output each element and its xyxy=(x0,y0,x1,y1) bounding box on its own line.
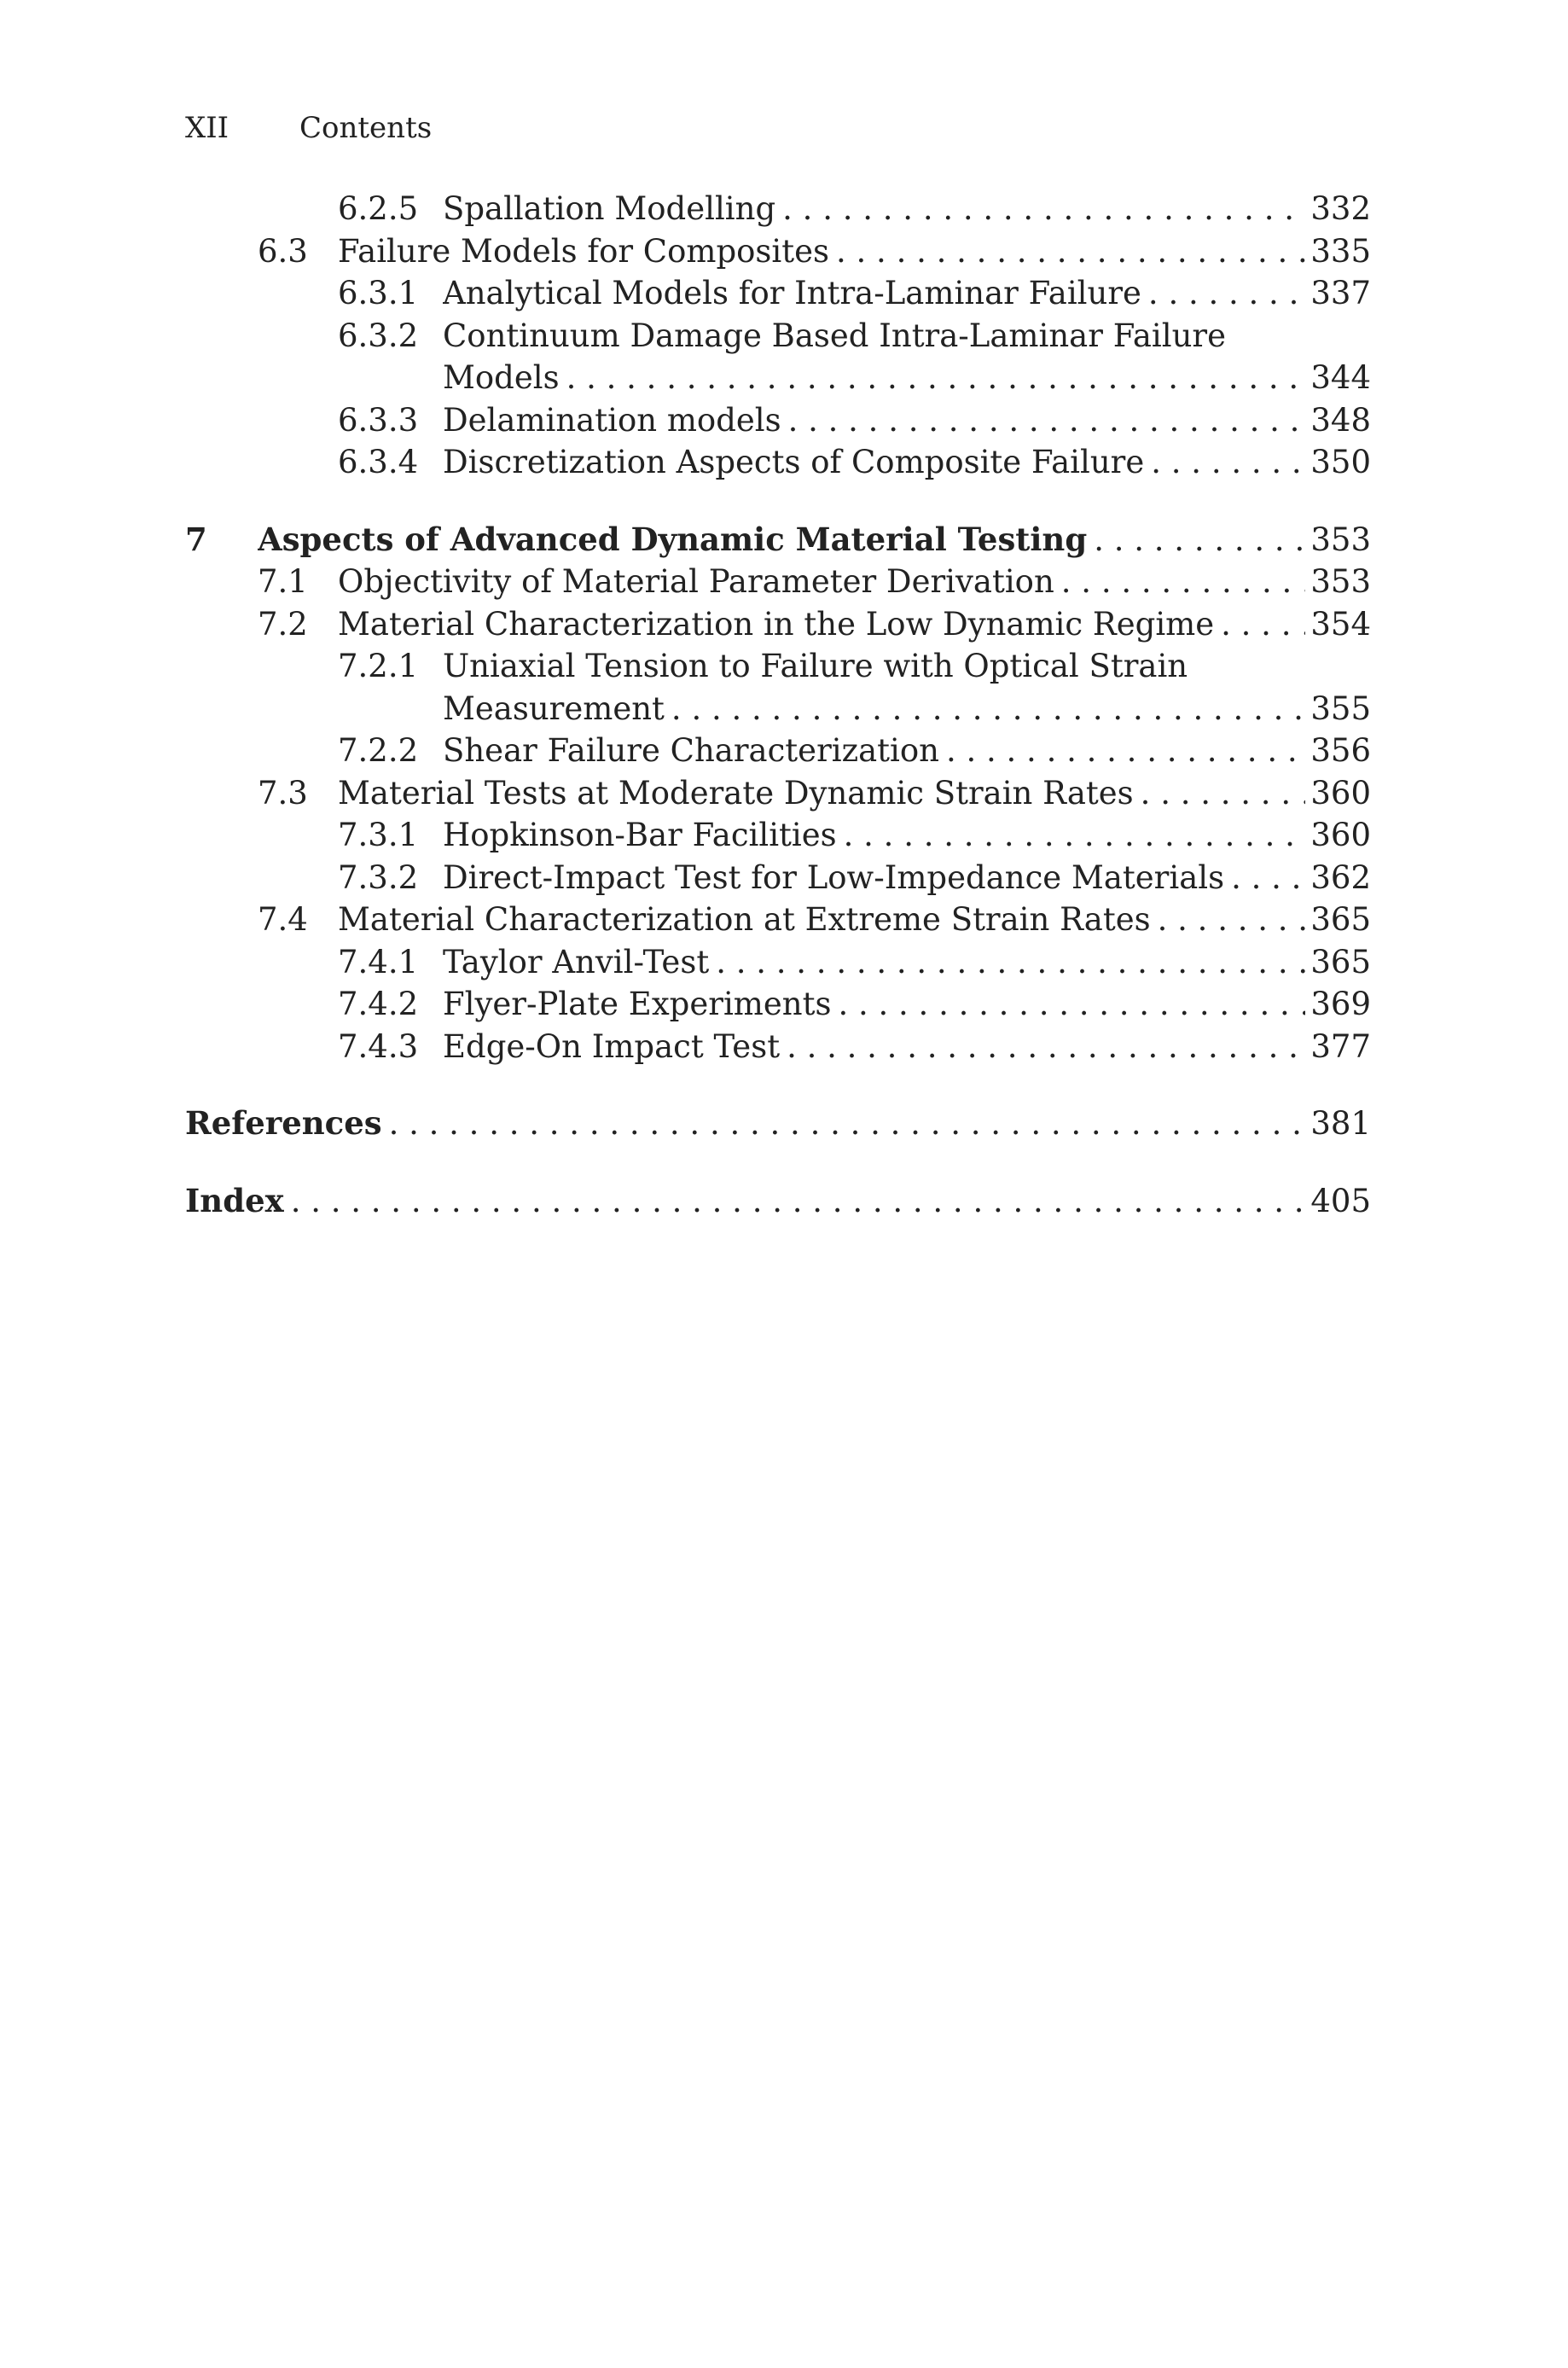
toc-entry-page: 354 xyxy=(1310,605,1371,643)
toc-leader-dots xyxy=(566,357,1306,399)
toc-entry-number: 7.4.3 xyxy=(338,1027,419,1065)
toc-entry-number: 7.3 xyxy=(258,774,308,812)
toc-leader-dots xyxy=(291,1180,1306,1223)
toc-entry-page: 365 xyxy=(1310,943,1371,980)
running-title: Contents xyxy=(299,111,433,145)
toc-entry-title-line1: Uniaxial Tension to Failure with Optical Strain xyxy=(443,648,1188,684)
toc-leader-dots xyxy=(1151,441,1305,484)
table-of-contents xyxy=(185,188,1371,1222)
toc-entry-number: 7.4.1 xyxy=(338,943,419,980)
toc-entry-references[interactable] xyxy=(185,1103,1371,1145)
toc-entry-7-2-2[interactable] xyxy=(185,730,1371,772)
toc-entry-page: 369 xyxy=(1310,986,1371,1022)
toc-entry-page: 360 xyxy=(1310,774,1371,812)
toc-entry-page: 353 xyxy=(1310,521,1371,558)
toc-entry-title: Material Characterization at Extreme Strain Rates xyxy=(338,901,1151,938)
toc-entry-title: Material Tests at Moderate Dynamic Strain Rates xyxy=(338,774,1134,812)
toc-entry-page: 377 xyxy=(1310,1027,1371,1065)
toc-chapter-title: Aspects of Advanced Dynamic Material Testing xyxy=(258,520,1088,558)
toc-entry-title: Flyer-Plate Experiments xyxy=(443,986,832,1022)
toc-entry-page: 365 xyxy=(1310,901,1371,938)
toc-entry-6-3-2-continued[interactable] xyxy=(185,357,1371,399)
toc-entry-6-3-2[interactable] xyxy=(185,315,1371,358)
toc-entry-title: Material Characterization in the Low Dynamic Regime xyxy=(338,605,1215,643)
toc-entry-title: Edge-On Impact Test xyxy=(443,1027,781,1065)
toc-entry-7-4-1[interactable] xyxy=(185,941,1371,984)
toc-entry-title-line1: Continuum Damage Based Intra-Laminar Failure xyxy=(443,317,1226,354)
toc-entry-page: 356 xyxy=(1310,732,1371,769)
running-header xyxy=(185,109,432,147)
toc-entry-number: 7.2.2 xyxy=(338,732,419,769)
toc-entry-6-3[interactable] xyxy=(185,230,1371,273)
toc-entry-title: Shear Failure Characterization xyxy=(443,732,939,769)
toc-entry-number: 6.3 xyxy=(258,232,308,270)
toc-entry-title: Analytical Models for Intra-Laminar Failure xyxy=(443,275,1141,311)
toc-chapter-number: 7 xyxy=(185,520,207,558)
toc-entry-7-4-2[interactable] xyxy=(185,983,1371,1026)
toc-entry-number: 7.2.1 xyxy=(338,648,419,684)
toc-entry-6-2-5[interactable] xyxy=(185,188,1371,230)
toc-entry-title: Direct-Impact Test for Low-Impedance Materials xyxy=(443,858,1225,896)
toc-entry-title: Spallation Modelling xyxy=(443,190,776,227)
toc-leader-dots xyxy=(838,983,1305,1026)
toc-entry-7-2-1-continued[interactable] xyxy=(185,688,1371,730)
toc-leader-dots xyxy=(671,688,1305,730)
toc-leader-dots xyxy=(787,1026,1305,1068)
toc-entry-number: 6.3.4 xyxy=(338,444,419,480)
toc-entry-7-3-2[interactable] xyxy=(185,857,1371,899)
toc-entry-number: 6.3.2 xyxy=(338,317,419,354)
toc-entry-title-line2: Measurement xyxy=(443,689,665,727)
toc-entry-6-3-4[interactable] xyxy=(185,441,1371,484)
toc-leader-dots xyxy=(1231,857,1305,899)
toc-entry-number: 7.2 xyxy=(258,605,308,643)
toc-entry-page: 353 xyxy=(1310,563,1371,600)
toc-leader-dots xyxy=(389,1103,1306,1145)
toc-entry-page: 348 xyxy=(1310,401,1371,439)
toc-entry-page: 381 xyxy=(1310,1105,1371,1142)
toc-leader-dots xyxy=(1061,561,1306,603)
toc-entry-title: Objectivity of Material Parameter Derivation xyxy=(338,563,1054,600)
toc-entry-7-4-3[interactable] xyxy=(185,1026,1371,1068)
toc-entry-number: 6.3.3 xyxy=(338,401,419,439)
toc-entry-page: 355 xyxy=(1310,689,1371,727)
toc-entry-title: Discretization Aspects of Composite Failure xyxy=(443,444,1145,480)
toc-leader-dots xyxy=(1094,519,1305,561)
toc-entry-number: 6.2.5 xyxy=(338,190,419,227)
toc-entry-page: 350 xyxy=(1310,444,1371,480)
toc-leader-dots xyxy=(782,188,1305,230)
toc-leader-dots xyxy=(716,941,1305,984)
toc-entry-number: 7.3.2 xyxy=(338,858,419,896)
toc-entry-title: Failure Models for Composites xyxy=(338,232,830,270)
toc-entry-number: 7.4.2 xyxy=(338,986,419,1022)
toc-entry-page: 337 xyxy=(1310,275,1371,311)
toc-leader-dots xyxy=(946,730,1305,772)
toc-entry-title-line2: Models xyxy=(443,359,560,396)
toc-entry-page: 335 xyxy=(1310,232,1371,270)
toc-entry-title: Index xyxy=(185,1181,284,1219)
toc-entry-6-3-3[interactable] xyxy=(185,399,1371,442)
toc-entry-number: 6.3.1 xyxy=(338,275,419,311)
toc-entry-7-4[interactable] xyxy=(185,899,1371,941)
toc-entry-page: 332 xyxy=(1310,190,1371,227)
toc-chapter-7[interactable] xyxy=(185,519,1371,561)
toc-entry-page: 360 xyxy=(1310,817,1371,853)
toc-entry-6-3-1[interactable] xyxy=(185,272,1371,315)
toc-entry-7-3-1[interactable] xyxy=(185,814,1371,857)
page-folio: XII xyxy=(185,111,229,145)
toc-entry-index[interactable] xyxy=(185,1180,1371,1223)
toc-entry-7-1[interactable] xyxy=(185,561,1371,603)
toc-leader-dots xyxy=(1221,603,1305,646)
toc-entry-page: 362 xyxy=(1310,858,1371,896)
toc-leader-dots xyxy=(836,230,1305,273)
toc-entry-page: 344 xyxy=(1310,359,1371,396)
toc-entry-number: 7.1 xyxy=(258,563,308,600)
toc-entry-number: 7.3.1 xyxy=(338,817,419,853)
toc-leader-dots xyxy=(1148,272,1305,315)
toc-entry-title: Delamination models xyxy=(443,401,781,439)
toc-entry-7-2[interactable] xyxy=(185,603,1371,646)
toc-leader-dots xyxy=(1141,772,1306,815)
toc-entry-number: 7.4 xyxy=(258,901,308,938)
toc-entry-7-3[interactable] xyxy=(185,772,1371,815)
toc-leader-dots xyxy=(1158,899,1306,941)
toc-leader-dots xyxy=(844,814,1306,857)
toc-leader-dots xyxy=(788,399,1306,442)
toc-entry-title: References xyxy=(185,1104,382,1142)
toc-entry-page: 405 xyxy=(1310,1182,1371,1219)
toc-entry-7-2-1[interactable] xyxy=(185,645,1371,688)
toc-entry-title: Hopkinson-Bar Facilities xyxy=(443,817,837,853)
toc-entry-title: Taylor Anvil-Test xyxy=(443,943,710,980)
